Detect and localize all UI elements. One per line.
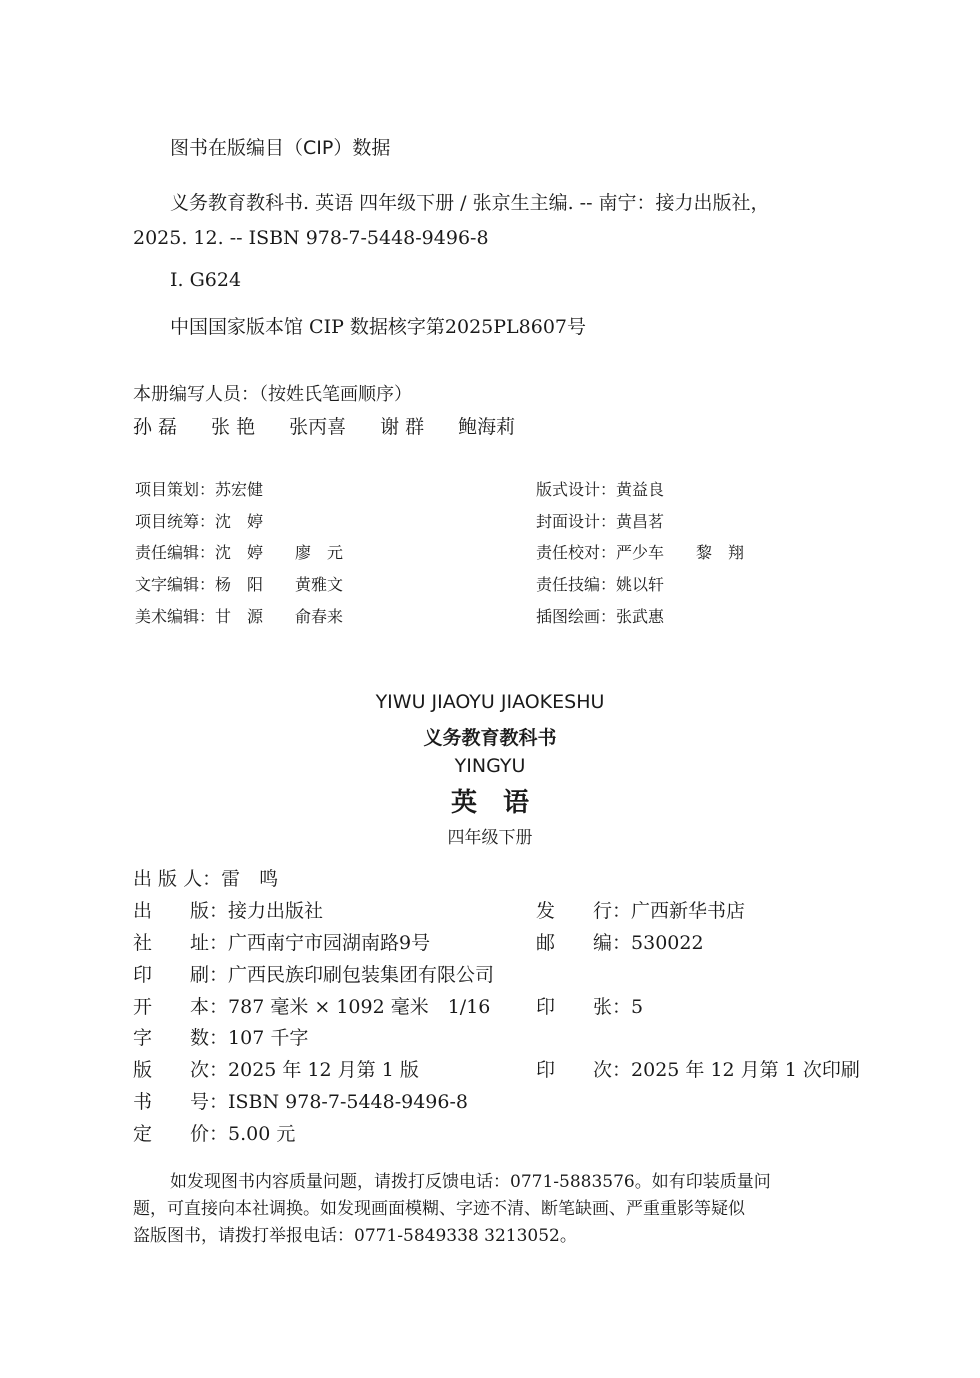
credit-label: 项目策划： [135,480,216,499]
credit-left-row [135,540,343,564]
credit-left-row [135,509,263,533]
credit-label: 责任校对： [536,543,617,562]
pub-value: 2025 年 12 月第 1 次印刷 [631,1059,860,1081]
pub-label: 出 版 人： [133,868,222,890]
pub-row [133,992,490,1019]
pub-row [133,1087,468,1114]
pub-value: 接力出版社 [228,900,324,922]
grade-label: 四年级下册 [447,828,533,848]
pub-row [133,896,323,923]
pub-value: 5 [631,996,644,1018]
pub-row [133,1023,308,1050]
credit-left-row [135,604,343,628]
pub-label: 印 刷： [133,964,229,986]
credit-value: 杨 阳 黄雅文 [215,575,344,594]
credit-label: 美术编辑： [135,607,216,626]
notice-line-2: 题，可直接向本社调换。如发现画面模糊、字迹不清、断笔缺画、严重重影等疑似 [133,1199,745,1219]
pub-label: 版 次： [133,1059,229,1081]
pub-label: 发 行： [536,900,632,922]
pub-row-right [536,1055,860,1082]
pub-value: 雷 鸣 [221,868,279,890]
pub-label: 社 址： [133,932,229,954]
pub-row [133,1055,419,1082]
credit-value: 苏宏健 [215,480,264,499]
writer-name: 鲍海莉 [458,416,516,438]
writer-name: 张 艳 [211,416,256,438]
series-title: 义务教育教科书 [423,727,557,749]
cip-line-1: 义务教育教科书. 英语 四年级下册 / 张京生主编. -- 南宁：接力出版社， [170,192,770,214]
writers-label: 本册编写人员：（按姓氏笔画顺序） [133,384,412,405]
pub-row-right [536,928,704,955]
pub-row-right [536,896,745,923]
pub-row-right [536,992,643,1019]
pub-label: 定 价： [133,1123,229,1145]
credit-label: 责任编辑： [135,543,216,562]
credit-left-row [135,477,263,501]
writer-name: 谢 群 [380,416,425,438]
pub-label: 字 数： [133,1027,229,1049]
publisher-person [133,864,278,891]
credit-left-row [135,572,343,596]
subject-title: 英 语 [450,788,529,818]
credit-label: 责任技编： [536,575,617,594]
writers-names [133,412,549,439]
pub-label: 书 号： [133,1091,229,1113]
pub-label: 印 次： [536,1059,632,1081]
notice-line-1: 如发现图书内容质量问题，请拨打反馈电话：0771-5883576。如有印装质量问 [170,1172,771,1192]
pub-label: 印 张： [536,996,632,1018]
writer-name: 张丙喜 [289,416,347,438]
cip-heading: 图书在版编目（CIP）数据 [170,137,391,159]
credit-right-row [536,572,664,596]
pub-row [133,960,494,987]
notice-line-3: 盗版图书，请拨打举报电话：0771-5849338 3213052。 [133,1226,577,1246]
pub-value: 787 毫米 × 1092 毫米 1/16 [228,996,491,1018]
cip-class: I. G624 [170,269,242,291]
credit-label: 项目统筹： [135,512,216,531]
series-pinyin: YIWU JIAOYU JIAOKESHU [375,691,605,713]
pub-value: 5.00 元 [228,1123,296,1145]
subject-pinyin: YINGYU [454,755,526,777]
writer-name: 孙 磊 [133,416,178,438]
credit-right-row [536,604,664,628]
credit-label: 插图绘画： [536,607,617,626]
credit-right-row [536,477,664,501]
pub-value: 107 千字 [228,1027,309,1049]
credit-label: 文字编辑： [135,575,216,594]
cip-line-2: 2025. 12. -- ISBN 978-7-5448-9496-8 [133,227,489,249]
pub-value: 广西南宁市园湖南路9号 [228,932,431,954]
credit-value: 沈 婷 [215,512,264,531]
pub-value: 广西新华书店 [631,900,746,922]
credit-value: 姚以轩 [616,575,665,594]
pub-row [133,1119,295,1146]
pub-value: 530022 [631,932,704,954]
credit-right-row [536,509,664,533]
credit-value: 沈 婷 廖 元 [215,543,344,562]
pub-label: 邮 编： [536,932,632,954]
pub-value: ISBN 978-7-5448-9496-8 [228,1091,468,1113]
credit-value: 严少车 黎 翔 [616,543,745,562]
credit-right-row [536,540,744,564]
pub-value: 2025 年 12 月第 1 版 [228,1059,419,1081]
credit-value: 黄昌茗 [616,512,665,531]
credit-value: 张武惠 [616,607,665,626]
pub-label: 开 本： [133,996,229,1018]
credit-label: 封面设计： [536,512,617,531]
credit-value: 甘 源 俞春来 [215,607,344,626]
pub-label: 出 版： [133,900,229,922]
credit-label: 版式设计： [536,480,617,499]
pub-row [133,928,430,955]
cip-record: 中国国家版本馆 CIP 数据核字第2025PL8607号 [170,316,587,338]
pub-value: 广西民族印刷包装集团有限公司 [228,964,495,986]
credit-value: 黄益良 [616,480,665,499]
